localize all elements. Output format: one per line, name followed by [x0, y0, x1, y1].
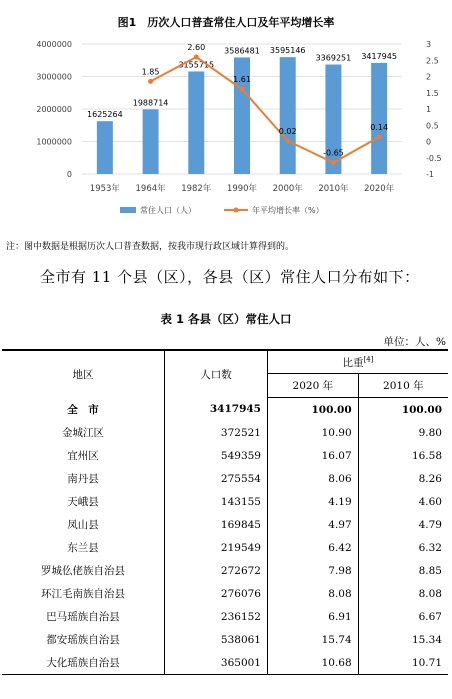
chart-svg: [2, 2, 450, 227]
table-title: 表 1 各县（区）常住人口: [160, 312, 292, 326]
population-cell: 276076: [165, 582, 268, 605]
table-row: [2, 651, 448, 675]
y-right-tick-label: 1.5: [426, 88, 439, 98]
header-ratio-label: 比重: [342, 356, 364, 369]
district-cell: 东兰县: [67, 542, 99, 554]
district-cell: 环江毛南族自治县: [41, 588, 125, 600]
ratio-2010-cell: 10.71: [358, 651, 448, 675]
table-row: [2, 536, 448, 559]
bar: [371, 63, 387, 174]
table-row: [2, 628, 448, 651]
header-ratio-note: [4]: [363, 355, 374, 363]
ratio-2020-cell: 7.98: [268, 559, 359, 582]
bar-data-label: 3155715: [178, 60, 215, 70]
x-tick-label: 1953年: [89, 184, 120, 194]
table-row: [2, 605, 448, 628]
growth-rate-point: [331, 160, 336, 165]
ratio-2010-cell: 16.58: [358, 444, 448, 467]
y-left-tick-label: 4000000: [36, 40, 72, 49]
population-cell: 219549: [165, 536, 268, 559]
population-cell: 275554: [165, 467, 268, 490]
y-left-tick-label: 1000000: [36, 137, 72, 147]
growth-rate-label: 1.85: [141, 67, 160, 77]
district-cell: 南丹县: [67, 473, 99, 485]
bar: [97, 121, 113, 174]
ratio-2010-cell: 8.85: [358, 559, 448, 582]
district-cell: 都安瑶族自治县: [46, 634, 120, 646]
ratio-2020-cell: 6.42: [268, 536, 359, 559]
population-cell: 236152: [165, 605, 268, 628]
x-tick-label: 2010年: [318, 184, 349, 194]
ratio-2010-cell: 8.26: [358, 467, 448, 490]
growth-rate-label: -0.65: [323, 148, 344, 158]
population-cell: 143155: [165, 490, 268, 513]
ratio-2020-cell: 6.91: [268, 605, 359, 628]
ratio-2010-cell: 9.80: [358, 421, 448, 444]
bar: [280, 57, 296, 174]
y-left-tick-label: 3000000: [36, 72, 72, 82]
ratio-2020-cell: 4.19: [268, 490, 359, 513]
ratio-2010-cell: 4.79: [358, 513, 448, 536]
y-left-tick-label: 0: [66, 170, 72, 179]
growth-rate-point: [194, 55, 199, 60]
chart-title: 图1 历次人口普查常住人口及年平均增长率: [117, 16, 335, 29]
y-right-tick-label: 1: [426, 105, 432, 114]
district-cell: 巴马瑶族自治县: [46, 611, 120, 623]
ratio-2010-cell: 8.08: [358, 582, 448, 605]
y-right-tick-label: -0.5: [426, 153, 442, 163]
header-2010: 2010 年: [358, 374, 448, 398]
legend-line-marker: [234, 208, 239, 213]
population-table: [2, 349, 448, 675]
bar: [143, 109, 159, 174]
x-tick-label: 1982年: [181, 184, 212, 194]
district-cell: 宜州区: [67, 450, 99, 462]
ratio-2020-cell: 10.90: [268, 421, 359, 444]
table-row: [2, 444, 448, 467]
table-unit: 单位：人、%: [383, 336, 446, 348]
growth-rate-point: [148, 79, 153, 84]
x-tick-label: 1964年: [135, 184, 166, 194]
district-cell: 大化瑶族自治县: [2, 651, 165, 675]
growth-rate-point: [285, 138, 290, 143]
header-population: 人口数: [165, 350, 268, 398]
growth-rate-label: 0.02: [278, 126, 297, 136]
table-row: [2, 421, 448, 444]
growth-rate-point: [240, 87, 245, 92]
x-tick-label: 1990年: [226, 184, 258, 194]
growth-rate-label: 1.61: [233, 75, 251, 85]
growth-rate-line: [151, 57, 380, 163]
y-right-tick-label: 2: [426, 72, 432, 82]
ratio-2020-cell: 16.07: [268, 444, 359, 467]
y-left-tick-label: 2000000: [36, 105, 72, 114]
population-cell: 372521: [165, 421, 268, 444]
table-row: [2, 559, 448, 582]
bar-data-label: 3595146: [269, 46, 306, 56]
ratio-2020-cell: 10.68: [268, 651, 359, 675]
district-cell: 全 市: [67, 403, 99, 416]
population-cell: 549359: [165, 444, 268, 467]
ratio-2020-cell: 100.00: [268, 398, 359, 422]
growth-rate-label: 0.14: [370, 122, 389, 132]
ratio-2020-cell: 4.97: [268, 513, 359, 536]
header-ratio: [268, 350, 449, 374]
population-cell: 272672: [165, 559, 268, 582]
header-2020: 2020 年: [268, 374, 359, 398]
x-tick-label: 2020年: [364, 184, 395, 194]
ratio-2010-cell: 6.32: [358, 536, 448, 559]
bar-data-label: 1625264: [87, 110, 123, 120]
y-right-tick-label: 2.5: [426, 56, 439, 66]
x-tick-label: 2000年: [272, 184, 303, 194]
y-right-tick-label: 0.5: [426, 121, 439, 131]
table-row: [2, 513, 448, 536]
legend-bar-label: 常住人口（人）: [140, 206, 196, 215]
header-district: 地区: [2, 350, 165, 398]
bar-data-label: 3586481: [224, 46, 260, 56]
table-row: [2, 398, 448, 422]
growth-rate-label: 2.60: [187, 43, 206, 52]
population-cell: 3417945: [165, 398, 268, 422]
district-cell: 金城江区: [62, 427, 104, 439]
growth-rate-point: [377, 134, 382, 139]
population-cell: 538061: [165, 628, 268, 651]
district-cell: 凤山县: [67, 519, 99, 531]
chart-note: 注：图中数据是根据历次人口普查数据，按我市现行政区域计算得到的。: [6, 242, 295, 252]
bar-data-label: 1988714: [132, 98, 169, 108]
ratio-2020-cell: 15.74: [268, 628, 359, 651]
bar-data-label: 3369251: [315, 53, 352, 63]
summary-text: 全市有 11 个县（区），各县（区）常住人口分布如下：: [40, 268, 420, 286]
population-cell: 169845: [165, 513, 268, 536]
population-cell: 365001: [165, 651, 268, 675]
ratio-2010-cell: 100.00: [358, 398, 448, 422]
ratio-2010-cell: 6.67: [358, 605, 448, 628]
y-right-tick-label: -1: [426, 170, 434, 179]
district-cell: 天峨县: [67, 496, 99, 508]
legend-line-label: 年平均增长率（%）: [252, 206, 324, 215]
district-cell: 罗城仫佬族自治县: [41, 565, 125, 577]
ratio-2020-cell: 8.06: [268, 467, 359, 490]
ratio-2010-cell: 4.60: [358, 490, 448, 513]
table-body: [2, 398, 448, 675]
ratio-2020-cell: 8.08: [268, 582, 359, 605]
y-right-tick-label: 3: [426, 40, 432, 49]
ratio-2010-cell: 15.34: [358, 628, 448, 651]
legend-bar-swatch: [120, 207, 136, 213]
bar-data-label: 3417945: [361, 51, 397, 61]
table-row: [2, 467, 448, 490]
table-row: [2, 490, 448, 513]
table-row: [2, 582, 448, 605]
bar: [188, 71, 204, 174]
population-chart: [2, 2, 450, 227]
y-right-tick-label: 0: [426, 137, 432, 147]
